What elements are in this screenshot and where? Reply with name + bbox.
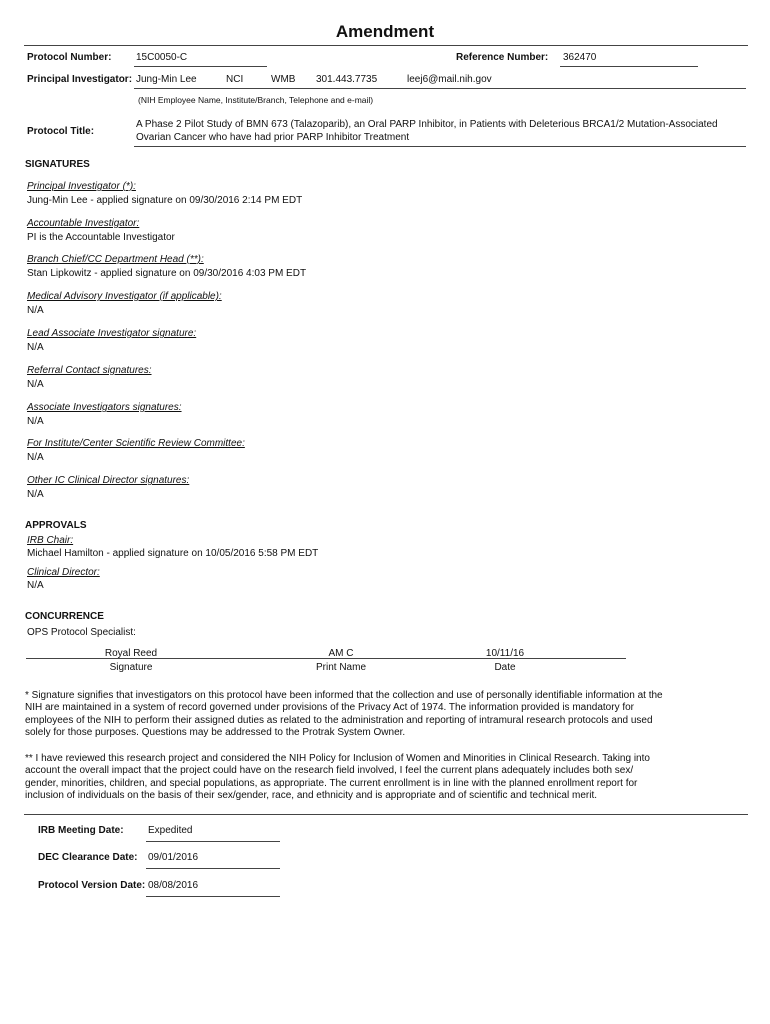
sig-value-referral-contact: N/A (27, 379, 44, 390)
pi-email: leej6@mail.nih.gov (407, 74, 492, 85)
title-divider (24, 45, 748, 46)
sig-value-lead-associate: N/A (27, 342, 44, 353)
reference-number-label: Reference Number: (456, 52, 549, 63)
print-name-caption: Print Name (315, 662, 366, 673)
approvals-heading: APPROVALS (25, 520, 87, 531)
protocol-title-line1: A Phase 2 Pilot Study of BMN 673 (Talazoparib), an Oral PARP Inhibitor, in Patients with Deleterious BRCA1/2 Mutation-Associated (136, 119, 718, 130)
dec-clearance-date-label: DEC Clearance Date: (38, 852, 138, 863)
protocol-version-date-label: Protocol Version Date: (38, 880, 146, 891)
pi-name: Jung-Min Lee (136, 74, 197, 85)
protocol-version-date-value: 08/08/2016 (148, 880, 199, 891)
approval-label-clinical-director: Clinical Director: (27, 567, 100, 578)
concurrence-heading: CONCURRENCE (25, 611, 104, 622)
sig-label-accountable: Accountable Investigator: (27, 218, 140, 229)
protocol-title-label: Protocol Title: (27, 126, 95, 137)
irb-meeting-date-label: IRB Meeting Date: (38, 825, 124, 836)
protocol-number-label: Protocol Number: (27, 52, 112, 63)
footnote-inclusion-policy: ** I have reviewed this research project and considered the NIH Policy for Inclusion of Women and Minorities in Clinical Research. Taking into account the overall impact that the project could have on the research field involved, I feel the current plans adequately includes both sex/ gender, minorities, children, and special populations, as appropriate. The current enrollment is in line with the planned enrollment report for inclusion of individuals on the basis of their sex/gender, race, and ethnicity and is appropriate and of scientific and technical merit. (25, 753, 650, 802)
sig-label-ic-clinical-director: Other IC Clinical Director signatures: (27, 475, 190, 486)
irb-meeting-date-underline (146, 841, 280, 842)
sig-label-pi: Principal Investigator (*): (27, 181, 136, 192)
signature-value: Royal Reed (104, 648, 158, 659)
approval-value-clinical-director: N/A (27, 580, 44, 591)
footnote-privacy: * Signature signifies that investigators on this protocol have been informed that the collection and use of personally identifiable information at the NIH are maintained in a system of record governed under provisions of the Privacy Act of 1974. The information provided is mandatory for employees of the NIH to perform their assigned duties as related to the administration and reporting of intramural research protocols and used solely for those purposes. Questions may be addressed to the Protrak System Owner. (25, 690, 663, 739)
reference-number-underline (560, 66, 698, 67)
sig-label-associate-investigators: Associate Investigators signatures: (27, 402, 182, 413)
ops-specialist-label: OPS Protocol Specialist: (27, 627, 136, 638)
dec-clearance-date-value: 09/01/2016 (148, 852, 199, 863)
concurrence-signature-line (26, 658, 626, 659)
protocol-version-date-underline (146, 896, 280, 897)
dates-divider (24, 814, 748, 815)
pi-note: (NIH Employee Name, Institute/Branch, Telephone and e-mail) (138, 95, 374, 105)
sig-label-review-committee: For Institute/Center Scientific Review Committee: (27, 438, 245, 449)
reference-number-value: 362470 (563, 52, 597, 63)
sig-value-pi: Jung-Min Lee - applied signature on 09/30/2016 2:14 PM EDT (27, 195, 303, 206)
date-caption: Date (494, 662, 516, 673)
sig-value-medical-advisory: N/A (27, 305, 44, 316)
sig-value-accountable: PI is the Accountable Investigator (27, 232, 175, 243)
print-name-value: AM C (328, 648, 354, 659)
sig-label-branch-chief: Branch Chief/CC Department Head (**): (27, 254, 204, 265)
pi-branch: WMB (271, 74, 296, 85)
sig-label-medical-advisory: Medical Advisory Investigator (if applicable): (27, 291, 222, 302)
sig-value-ic-clinical-director: N/A (27, 489, 44, 500)
irb-meeting-date-value: Expedited (148, 825, 193, 836)
signatures-heading: SIGNATURES (25, 159, 90, 170)
pi-underline (134, 88, 746, 89)
page-title: Amendment (335, 22, 435, 41)
pi-institute: NCI (226, 74, 244, 85)
approval-value-irb-chair: Michael Hamilton - applied signature on 10/05/2016 5:58 PM EDT (27, 548, 319, 559)
protocol-title-underline (134, 146, 746, 147)
sig-value-review-committee: N/A (27, 452, 44, 463)
protocol-number-value: 15C0050-C (136, 52, 188, 63)
sig-label-referral-contact: Referral Contact signatures: (27, 365, 152, 376)
sig-value-branch-chief: Stan Lipkowitz - applied signature on 09/30/2016 4:03 PM EDT (27, 268, 307, 279)
pi-label: Principal Investigator: (27, 74, 133, 85)
sig-label-lead-associate: Lead Associate Investigator signature: (27, 328, 197, 339)
approval-label-irb-chair: IRB Chair: (27, 535, 74, 546)
protocol-title-line2: Ovarian Cancer who have had prior PARP Inhibitor Treatment (136, 132, 410, 143)
dec-clearance-date-underline (146, 868, 280, 869)
protocol-number-underline (134, 66, 267, 67)
signature-caption: Signature (109, 662, 153, 673)
date-value: 10/11/16 (485, 648, 525, 659)
sig-value-associate-investigators: N/A (27, 416, 44, 427)
pi-phone: 301.443.7735 (316, 74, 378, 85)
